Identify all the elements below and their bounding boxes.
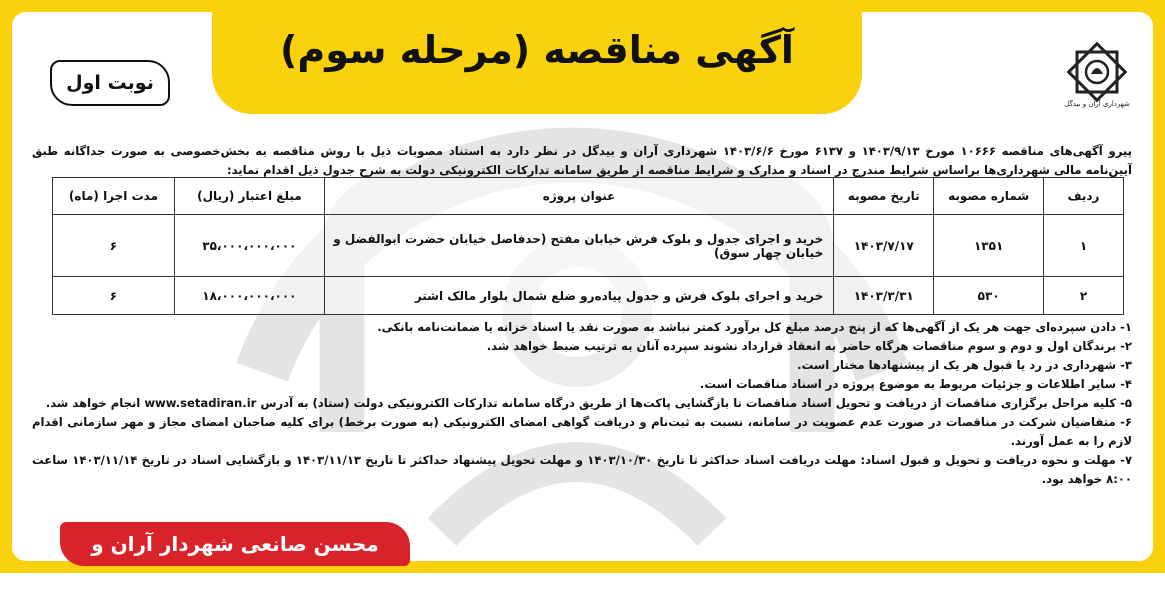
- header-resolution-number: شماره مصوبه: [934, 178, 1044, 215]
- table-row: [53, 277, 1124, 315]
- setadiran-link[interactable]: www.setadiran.ir: [144, 396, 257, 410]
- title-banner: [212, 10, 862, 114]
- cell-resolution-date: ۱۴۰۳/۷/۱۷: [834, 215, 934, 277]
- header-row-number: ردیف: [1044, 178, 1124, 215]
- cell-resolution-date: ۱۴۰۳/۳/۳۱: [834, 277, 934, 315]
- cell-credit-amount: ۳۵،۰۰۰،۰۰۰،۰۰۰: [174, 215, 324, 277]
- cell-row-number: ۱: [1044, 215, 1124, 277]
- projects-table: [52, 177, 1124, 315]
- condition-text: ۵- کلیه مراحل برگزاری مناقصات از دریافت و تحویل اسناد مناقصات تا بازگشایی پاکت‌ها از طریق درگاه سامانه تدارکات الکترونیکی دولت (ستاد) به آدرس: [256, 396, 1132, 410]
- cell-resolution-number: ۱۳۵۱: [934, 215, 1044, 277]
- condition-item: ۲- برندگان اول و دوم و سوم مناقصات هرگاه حاضر به انعقاد قرارداد نشوند سپرده آنان به ترتیب ضبط خواهد شد.: [486, 339, 1132, 353]
- mayor-signature-banner: محسن صانعی شهردار آران و بیدگل: [60, 522, 410, 566]
- header-resolution-date: تاریخ مصوبه: [834, 178, 934, 215]
- cell-credit-amount: ۱۸،۰۰۰،۰۰۰،۰۰۰: [174, 277, 324, 315]
- cell-duration: ۶: [53, 277, 175, 315]
- logo-caption: شهرداری آران و بیدگل: [1064, 100, 1130, 108]
- condition-item: ۶- متقاضیان شرکت در مناقصات در صورت عدم عضویت در سامانه، نسبت به ثبت‌نام و دریافت گواهی امضای الکترونیکی (به صورت برخط) برای کلیه صاحبان امضای مجاز و مهر سازمانی اقدام لازم را به عمل آورند.: [32, 415, 1132, 448]
- header-credit-amount: مبلغ اعتبار (ریال): [174, 178, 324, 215]
- condition-item: ۷- مهلت و نحوه دریافت و تحویل و قبول اسناد: مهلت دریافت اسناد حداکثر تا تاریخ ۱۴۰۳/۱۰/۳۰ و مهلت تحویل پیشنهاد حداکثر تا تاریخ ۱۴۰۳/۱۱/۱۳ و بازگشایی اسناد در تاریخ ۱۴۰۳/۱۱/۱۴ ساعت ۸:۰۰ خواهد بود.: [32, 453, 1133, 486]
- cell-project-title: خرید و اجرای جدول و بلوک فرش خیابان مفتح (حدفاصل خیابان حضرت ابوالفضل و خیابان چهار سوق): [324, 215, 833, 277]
- notice-body: [12, 12, 1153, 600]
- conditions-list: [32, 318, 1132, 489]
- municipality-logo-icon: [1052, 42, 1142, 122]
- cell-duration: ۶: [53, 215, 175, 277]
- condition-item: ۳- شهرداری در رد یا قبول هر یک از پیشنهادها مختار است.: [797, 358, 1132, 372]
- condition-item: [32, 394, 1132, 413]
- header-project-title: عنوان پروژه: [324, 178, 833, 215]
- notice-round-badge: نوبت اول: [50, 60, 170, 106]
- condition-item: ۴- سایر اطلاعات و جزئیات مربوط به موضوع پروژه در اسناد مناقصات است.: [699, 377, 1132, 391]
- condition-item: ۱- دادن سپرده‌ای جهت هر یک از آگهی‌ها که از پنج درصد مبلغ کل برآورد کمتر نباشد به صورت نقد یا اسناد خزانه یا ضمانت‌نامه بانکی.: [377, 320, 1132, 334]
- cell-row-number: ۲: [1044, 277, 1124, 315]
- cell-resolution-number: ۵۳۰: [934, 277, 1044, 315]
- intro-paragraph: پیرو آگهی‌های مناقصه ۱۰۶۶۶ مورخ ۱۴۰۳/۹/۱۳ و ۶۱۳۷ مورخ ۱۴۰۳/۶/۶ شهرداری آران و بیدگل در نظر دارد به استناد مصوبات ذیل با روش مناقصه به بخش‌خصوصی به صورت جداگانه طبق آیین‌نامه مالی شهرداری‌ها براساس شرایط مندرج در اسناد و مدارک و شرایط مناقصه از طریق سامانه تدارکات الکترونیکی دولت به شرح جدول ذیل اقدام نماید:: [32, 143, 1132, 177]
- condition-text: انجام خواهد شد.: [45, 396, 145, 410]
- header-duration: مدت اجرا (ماه): [53, 178, 175, 215]
- table-row: [53, 215, 1124, 277]
- table-header-row: [53, 178, 1124, 215]
- cell-project-title: خرید و اجرای بلوک فرش و جدول پیاده‌رو ضلع شمال بلوار مالک اشتر: [324, 277, 833, 315]
- page-title: آگهی مناقصه (مرحله سوم): [280, 28, 794, 72]
